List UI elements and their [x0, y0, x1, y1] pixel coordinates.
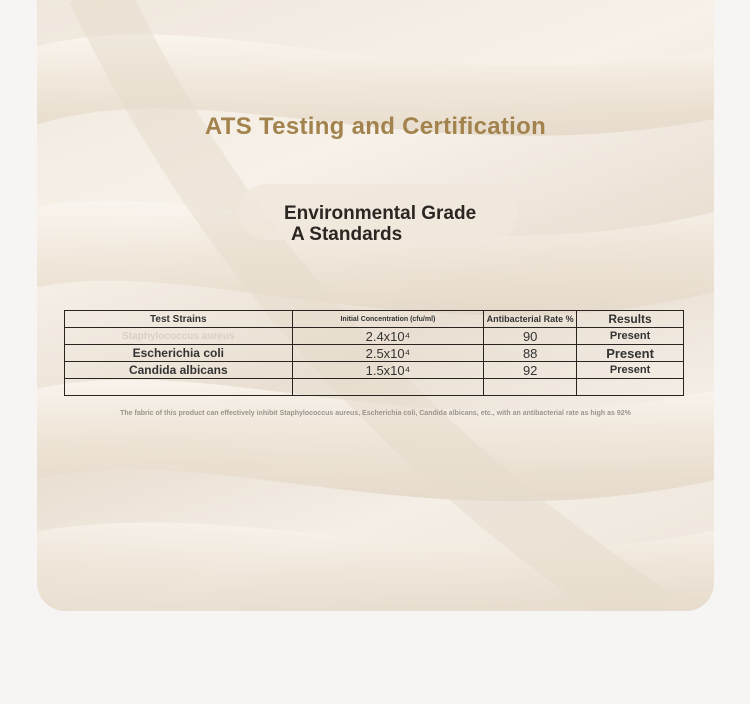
strain-cell: Staphylococcus aureus	[65, 328, 293, 345]
table-row	[65, 362, 684, 379]
header-initial-concentration: Initial Concentration (cfu/ml)	[292, 311, 484, 328]
strain-cell: Escherichia coli	[65, 345, 293, 362]
strain-cell	[65, 379, 293, 396]
rate-cell: 92	[484, 362, 577, 379]
concentration-cell	[292, 379, 484, 396]
result-cell	[577, 379, 684, 396]
table-row	[65, 345, 684, 362]
result-cell: Present	[577, 328, 684, 345]
header-antibacterial-rate: Antibacterial Rate %	[484, 311, 577, 328]
strain-cell: Candida albicans	[65, 362, 293, 379]
rate-cell	[484, 379, 577, 396]
subtitle	[284, 203, 544, 245]
table-header-row	[65, 311, 684, 328]
table-row	[65, 328, 684, 345]
subtitle-line-1: Environmental Grade	[284, 203, 477, 224]
page-title: ATS Testing and Certification	[204, 113, 547, 140]
concentration-cell: 2.4x10⁴	[292, 328, 484, 345]
concentration-cell: 2.5x10⁴	[292, 345, 484, 362]
footnote: The fabric of this product can effectively inhibit Staphylococcus aureus, Escherichia coli, Candida albicans, etc., with an antibacterial rate as high as 92%	[120, 410, 631, 417]
concentration-cell: 1.5x10⁴	[292, 362, 484, 379]
rate-cell: 90	[484, 328, 577, 345]
table-row	[65, 379, 684, 396]
subtitle-line-2: A Standards	[291, 224, 403, 245]
fabric-texture-image	[37, 0, 714, 611]
rate-cell: 88	[484, 345, 577, 362]
header-results: Results	[577, 311, 684, 328]
fabric-background-card	[37, 0, 714, 611]
result-cell: Present	[577, 362, 684, 379]
test-results-table	[64, 310, 684, 396]
header-test-strains: Test Strains	[65, 311, 293, 328]
result-cell: Present	[577, 345, 684, 362]
